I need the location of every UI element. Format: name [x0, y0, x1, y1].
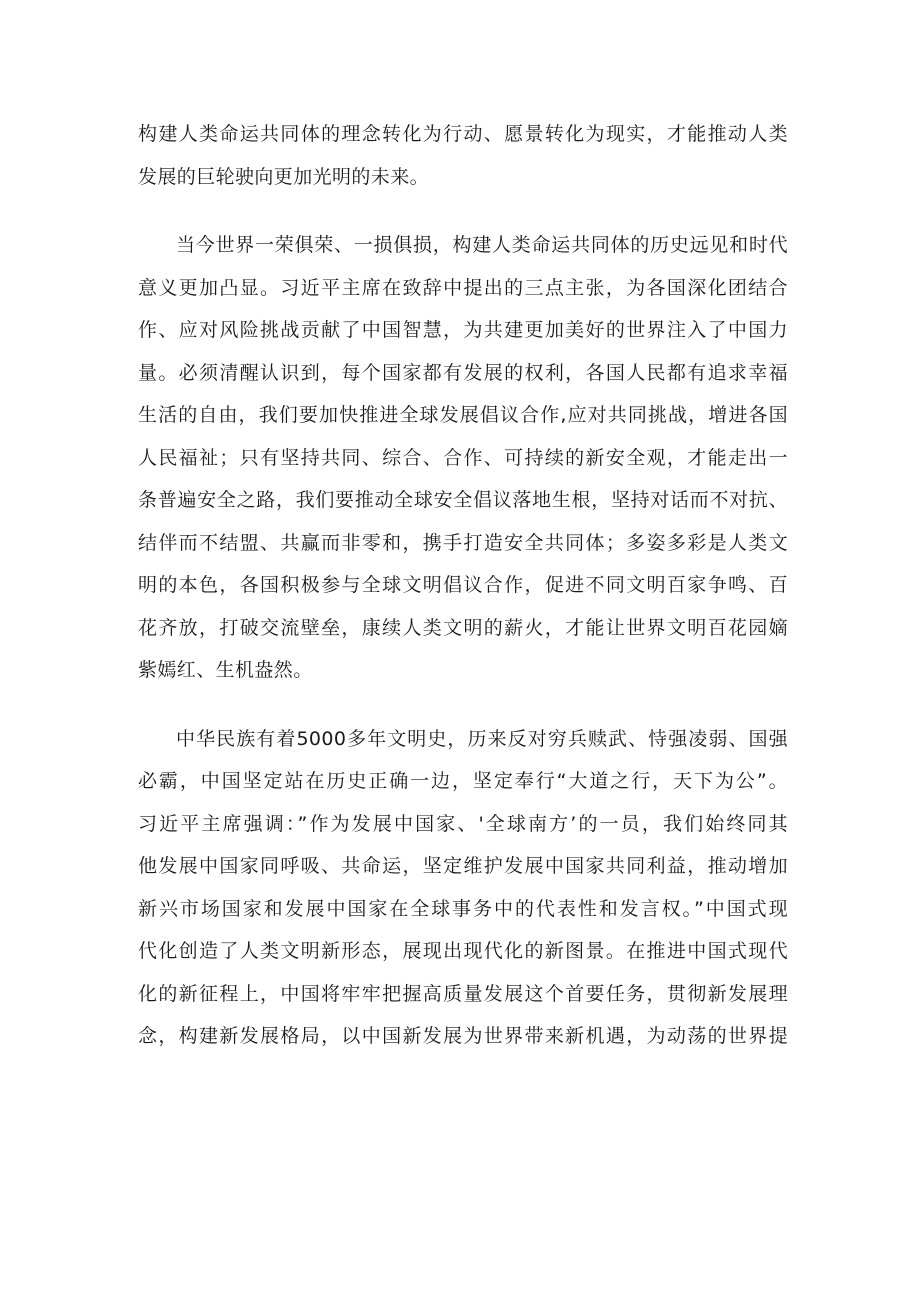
text-line: 结伴而不结盟、共赢而非零和，携手打造安全共同体；多姿多彩是人类文	[138, 531, 788, 554]
text-line: 化的新征程上，中国将牢牢把握高质量发展这个首要任务，贯彻新发展理	[138, 982, 788, 1005]
text-line: 发展的巨轮驶向更加光明的未来。	[138, 165, 430, 188]
text-line: 中华民族有着5000多年文明史，历来反对穷兵赎武、恃强凌弱、国强	[176, 727, 788, 750]
text-line: 新兴市场国家和发展中国家在全球事务中的代表性和发言权。”中国式现	[138, 897, 788, 920]
paragraph-2	[138, 224, 788, 692]
text-line: 当今世界一荣俱荣、一损俱损，构建人类命运共同体的历史远见和时代	[176, 234, 788, 256]
document-page	[138, 113, 788, 1058]
text-line: 紫嫣红、生机盎然。	[138, 659, 313, 681]
text-line: 条普遍安全之路，我们要推动全球安全倡议落地生根，坚持对话而不对抗、	[138, 489, 788, 511]
text-line: 生活的自由，我们要加快推进全球发展倡议合作,应对共同挑战，增进各国	[138, 404, 788, 426]
paragraph-1	[138, 113, 788, 198]
text-line: 量。必须清醒认识到，每个国家都有发展的权利，各国人民都有追求幸福	[138, 361, 788, 384]
text-line: 习近平主席强调：”作为发展中国家、'全球南方’的一员，我们始终同其	[138, 812, 788, 835]
text-line: 作、应对风险挑战贡献了中国智慧，为共建更加美好的世界注入了中国力	[138, 319, 788, 341]
text-line: 构建人类命运共同体的理念转化为行动、愿景转化为现实，才能推动人类	[138, 123, 788, 145]
text-line: 他发展中国家同呼吸、共命运，坚定维护发展中国家共同利益，推动增加	[138, 855, 788, 877]
text-line: 明的本色，各国积极参与全球文明倡议合作，促进不同文明百家争鸣、百	[138, 574, 788, 596]
text-line: 必霸，中国坚定站在历史正确一边，坚定奉行“大道之行，天下为公”。	[138, 770, 788, 792]
text-line: 代化创造了人类文明新形态，展现出现代化的新图景。在推进中国式现代	[138, 940, 788, 962]
text-line: 念，构建新发展格局，以中国新发展为世界带来新机遇，为动荡的世界提	[138, 1025, 788, 1047]
text-line: 意义更加凸显。习近平主席在致辞中提出的三点主张，为各国深化团结合	[138, 276, 788, 299]
text-line: 人民福祉；只有坚持共同、综合、合作、可持续的新安全观，才能走出一	[138, 446, 788, 469]
paragraph-3	[138, 718, 788, 1058]
text-line: 花齐放，打破交流壁垒，康续人类文明的薪火，才能让世界文明百花园嫡	[138, 616, 788, 639]
